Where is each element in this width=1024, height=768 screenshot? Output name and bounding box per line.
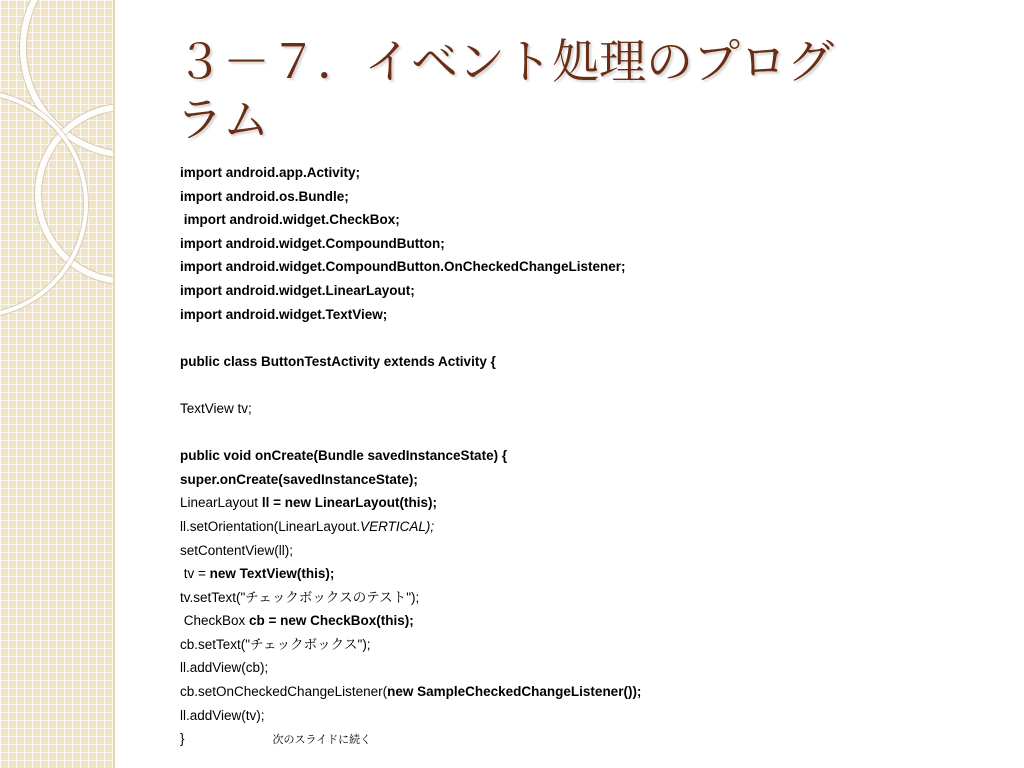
- code-line: public void onCreate(Bundle savedInstanceState) {: [180, 448, 508, 464]
- closing-brace: }: [180, 731, 185, 747]
- code-line: cb.setText("チェックボックス");: [180, 636, 371, 652]
- code-line: [180, 562, 1000, 586]
- code-line: [180, 609, 1000, 633]
- code-segment: tv =: [180, 566, 210, 582]
- code-segment: new SampleCheckedChangeListener());: [387, 684, 642, 700]
- code-listing: [180, 161, 1000, 751]
- code-segment: VERTICAL);: [360, 518, 435, 534]
- blank-line: [180, 421, 1000, 445]
- code-line: tv.setText("チェックボックスのテスト");: [180, 589, 420, 605]
- decorative-sidebar: [0, 0, 113, 768]
- code-line: import android.widget.CheckBox;: [180, 212, 400, 228]
- code-segment: cb = new CheckBox(this);: [249, 613, 414, 629]
- blank-line: [180, 373, 1000, 397]
- code-segment: cb.setOnCheckedChangeListener(: [180, 684, 388, 700]
- code-segment: ll = new LinearLayout(this);: [261, 495, 437, 511]
- code-line: ll.addView(cb);: [180, 660, 269, 676]
- code-line: public class ButtonTestActivity extends Activity {: [180, 353, 496, 369]
- sidebar-divider: [113, 0, 115, 768]
- code-line: [180, 515, 1000, 539]
- slide-title: [176, 34, 976, 150]
- slide-title-line-1: ３－７．イベント処理のプログ: [176, 35, 834, 90]
- code-line: import android.os.Bundle;: [180, 188, 349, 204]
- code-segment: CheckBox: [180, 613, 250, 629]
- code-line: TextView tv;: [180, 400, 252, 416]
- code-segment: LinearLayout: [180, 495, 262, 511]
- code-line: ll.addView(tv);: [180, 707, 265, 723]
- code-line: setContentView(ll);: [180, 542, 294, 558]
- code-line: [180, 727, 1000, 751]
- code-line: import android.widget.CompoundButton.OnCheckedChangeListener;: [180, 259, 626, 275]
- continued-note: 次のスライドに続く: [272, 734, 372, 747]
- code-line: import android.app.Activity;: [180, 165, 361, 180]
- slide-title-line-2: ラム: [176, 93, 270, 148]
- code-line: [180, 491, 1000, 515]
- code-segment: new TextView(this);: [209, 566, 335, 582]
- blank-line: [180, 326, 1000, 350]
- code-line: super.onCreate(savedInstanceState);: [180, 471, 418, 487]
- code-line: import android.widget.LinearLayout;: [180, 282, 415, 298]
- code-segment: ll.setOrientation(LinearLayout.: [180, 518, 361, 534]
- code-line: import android.widget.CompoundButton;: [180, 235, 445, 251]
- code-line: import android.widget.TextView;: [180, 306, 388, 322]
- code-line: [180, 680, 1000, 704]
